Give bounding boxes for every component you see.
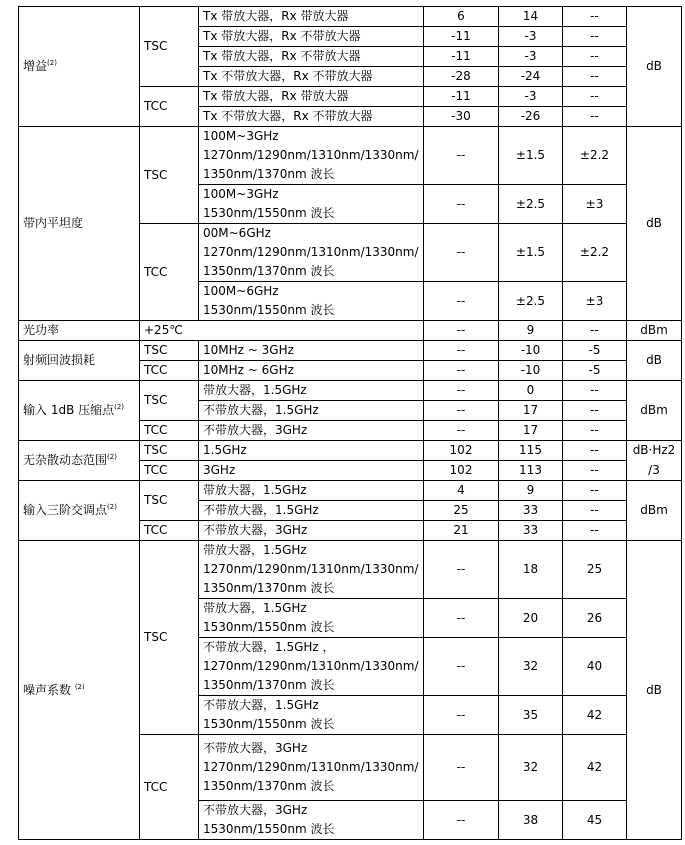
- condition-cell: 00M~6GHz 1270nm/1290nm/1310nm/1330nm/ 1350nm/1370nm 波长: [199, 224, 424, 282]
- condition-cell: Tx 不带放大器，Rx 不带放大器: [199, 107, 424, 127]
- table-row: [19, 481, 682, 501]
- table-row: [19, 321, 682, 341]
- min-cell: --: [424, 185, 499, 224]
- unit-cell: dB: [627, 341, 682, 381]
- table-row: [19, 541, 682, 599]
- mode-cell: TCC: [140, 735, 199, 840]
- mode-cell: TSC: [140, 441, 199, 461]
- min-cell: --: [424, 341, 499, 361]
- param-optical-power: 光功率: [19, 321, 140, 341]
- unit-cell: dBm: [627, 481, 682, 541]
- max-cell: --: [563, 67, 627, 87]
- typ-cell: ±1.5: [499, 127, 563, 185]
- param-p1db: 输入 1dB 压缩点$^{(2)}$: [19, 381, 140, 441]
- max-cell: --: [563, 47, 627, 67]
- max-cell: --: [563, 7, 627, 27]
- max-cell: --: [563, 321, 627, 341]
- max-cell: ±2.2: [563, 127, 627, 185]
- max-cell: --: [563, 401, 627, 421]
- param-gain: 增益$^{(2)}$: [19, 7, 140, 127]
- mode-cell: +25℃: [140, 321, 424, 341]
- min-cell: --: [424, 599, 499, 638]
- min-cell: 6: [424, 7, 499, 27]
- min-cell: --: [424, 282, 499, 321]
- condition-cell: 100M~6GHz 1530nm/1550nm 波长: [199, 282, 424, 321]
- condition-cell: Tx 带放大器，Rx 带放大器: [199, 87, 424, 107]
- max-cell: 26: [563, 599, 627, 638]
- min-cell: --: [424, 696, 499, 735]
- min-cell: -28: [424, 67, 499, 87]
- mode-cell: TCC: [140, 361, 199, 381]
- min-cell: --: [424, 421, 499, 441]
- unit-cell: dB: [627, 127, 682, 321]
- min-cell: -11: [424, 87, 499, 107]
- max-cell: ±3: [563, 185, 627, 224]
- table-row: [19, 341, 682, 361]
- max-cell: --: [563, 481, 627, 501]
- condition-cell: 10MHz ~ 6GHz: [199, 361, 424, 381]
- mode-cell: TCC: [140, 87, 199, 127]
- condition-cell: Tx 带放大器，Rx 带放大器: [199, 7, 424, 27]
- min-cell: --: [424, 801, 499, 840]
- mode-cell: TSC: [140, 481, 199, 521]
- typ-cell: 17: [499, 401, 563, 421]
- typ-cell: 9: [499, 321, 563, 341]
- min-cell: --: [424, 735, 499, 801]
- typ-cell: 14: [499, 7, 563, 27]
- condition-cell: 不带放大器，1.5GHz 1530nm/1550nm 波长: [199, 696, 424, 735]
- max-cell: --: [563, 107, 627, 127]
- min-cell: 102: [424, 461, 499, 481]
- max-cell: 42: [563, 735, 627, 801]
- min-cell: --: [424, 361, 499, 381]
- max-cell: --: [563, 381, 627, 401]
- table-row: [19, 381, 682, 401]
- typ-cell: 33: [499, 501, 563, 521]
- typ-cell: -10: [499, 341, 563, 361]
- min-cell: 21: [424, 521, 499, 541]
- min-cell: --: [424, 381, 499, 401]
- typ-cell: 113: [499, 461, 563, 481]
- typ-cell: 115: [499, 441, 563, 461]
- min-cell: --: [424, 541, 499, 599]
- condition-cell: 不带放大器，1.5GHz ， 1270nm/1290nm/1310nm/1330nm/ 1350nm/1370nm 波长: [199, 638, 424, 696]
- max-cell: --: [563, 421, 627, 441]
- mode-cell: TSC: [140, 541, 199, 735]
- param-noise-figure: 噪声系数 $^{(2)}$: [19, 541, 140, 840]
- typ-cell: -24: [499, 67, 563, 87]
- typ-cell: -3: [499, 27, 563, 47]
- max-cell: ±3: [563, 282, 627, 321]
- condition-cell: Tx 不带放大器，Rx 不带放大器: [199, 67, 424, 87]
- min-cell: --: [424, 224, 499, 282]
- condition-cell: 不带放大器，1.5GHz: [199, 401, 424, 421]
- max-cell: --: [563, 501, 627, 521]
- max-cell: --: [563, 87, 627, 107]
- typ-cell: 0: [499, 381, 563, 401]
- spec-table: [18, 6, 682, 840]
- min-cell: --: [424, 401, 499, 421]
- unit-cell: dBm: [627, 381, 682, 441]
- typ-cell: 32: [499, 638, 563, 696]
- min-cell: 4: [424, 481, 499, 501]
- mode-cell: TCC: [140, 224, 199, 321]
- typ-cell: ±2.5: [499, 185, 563, 224]
- condition-cell: 3GHz: [199, 461, 424, 481]
- param-sfdr: 无杂散动态范围$^{(2)}$: [19, 441, 140, 481]
- mode-cell: TSC: [140, 341, 199, 361]
- param-flatness: 带内平坦度: [19, 127, 140, 321]
- table-row: [19, 127, 682, 185]
- mode-cell: TSC: [140, 381, 199, 421]
- typ-cell: 33: [499, 521, 563, 541]
- max-cell: --: [563, 461, 627, 481]
- condition-cell: 不带放大器，3GHz: [199, 521, 424, 541]
- max-cell: -5: [563, 341, 627, 361]
- typ-cell: -10: [499, 361, 563, 381]
- typ-cell: 17: [499, 421, 563, 441]
- typ-cell: -3: [499, 47, 563, 67]
- min-cell: 102: [424, 441, 499, 461]
- condition-cell: 不带放大器，3GHz 1270nm/1290nm/1310nm/1330nm/ 1350nm/1370nm 波长: [199, 735, 424, 801]
- typ-cell: 32: [499, 735, 563, 801]
- table-row: [19, 441, 682, 461]
- unit-cell: dB·Hz2: [627, 441, 682, 461]
- condition-cell: 带放大器，1.5GHz 1270nm/1290nm/1310nm/1330nm/ 1350nm/1370nm 波长: [199, 541, 424, 599]
- typ-cell: 35: [499, 696, 563, 735]
- mode-cell: TCC: [140, 521, 199, 541]
- mode-cell: TSC: [140, 127, 199, 224]
- unit-cell: dB: [627, 7, 682, 127]
- max-cell: 40: [563, 638, 627, 696]
- max-cell: 45: [563, 801, 627, 840]
- param-rf-return-loss: 射频回波损耗: [19, 341, 140, 381]
- condition-cell: 不带放大器，1.5GHz: [199, 501, 424, 521]
- condition-cell: 带放大器，1.5GHz: [199, 481, 424, 501]
- condition-cell: 1.5GHz: [199, 441, 424, 461]
- typ-cell: 18: [499, 541, 563, 599]
- max-cell: --: [563, 27, 627, 47]
- typ-cell: -3: [499, 87, 563, 107]
- condition-cell: Tx 带放大器，Rx 不带放大器: [199, 47, 424, 67]
- min-cell: --: [424, 127, 499, 185]
- mode-cell: TCC: [140, 461, 199, 481]
- condition-cell: 不带放大器，3GHz 1530nm/1550nm 波长: [199, 801, 424, 840]
- min-cell: --: [424, 321, 499, 341]
- typ-cell: 20: [499, 599, 563, 638]
- typ-cell: 38: [499, 801, 563, 840]
- condition-cell: 100M~3GHz 1270nm/1290nm/1310nm/1330nm/ 1350nm/1370nm 波长: [199, 127, 424, 185]
- mode-cell: TSC: [140, 7, 199, 87]
- unit-cell: dB: [627, 541, 682, 840]
- unit-cell: /3: [627, 461, 682, 481]
- param-iip3: 输入三阶交调点$^{(2)}$: [19, 481, 140, 541]
- condition-cell: 10MHz ~ 3GHz: [199, 341, 424, 361]
- typ-cell: -26: [499, 107, 563, 127]
- typ-cell: 9: [499, 481, 563, 501]
- min-cell: --: [424, 638, 499, 696]
- mode-cell: TCC: [140, 421, 199, 441]
- condition-cell: 100M~3GHz 1530nm/1550nm 波长: [199, 185, 424, 224]
- min-cell: -30: [424, 107, 499, 127]
- max-cell: --: [563, 441, 627, 461]
- condition-cell: 带放大器，1.5GHz 1530nm/1550nm 波长: [199, 599, 424, 638]
- min-cell: 25: [424, 501, 499, 521]
- condition-cell: 不带放大器，3GHz: [199, 421, 424, 441]
- min-cell: -11: [424, 27, 499, 47]
- max-cell: -5: [563, 361, 627, 381]
- max-cell: 25: [563, 541, 627, 599]
- condition-cell: Tx 带放大器，Rx 不带放大器: [199, 27, 424, 47]
- max-cell: --: [563, 521, 627, 541]
- condition-cell: 带放大器，1.5GHz: [199, 381, 424, 401]
- max-cell: ±2.2: [563, 224, 627, 282]
- table-row: [19, 7, 682, 27]
- max-cell: 42: [563, 696, 627, 735]
- typ-cell: ±1.5: [499, 224, 563, 282]
- unit-cell: dBm: [627, 321, 682, 341]
- typ-cell: ±2.5: [499, 282, 563, 321]
- min-cell: -11: [424, 47, 499, 67]
